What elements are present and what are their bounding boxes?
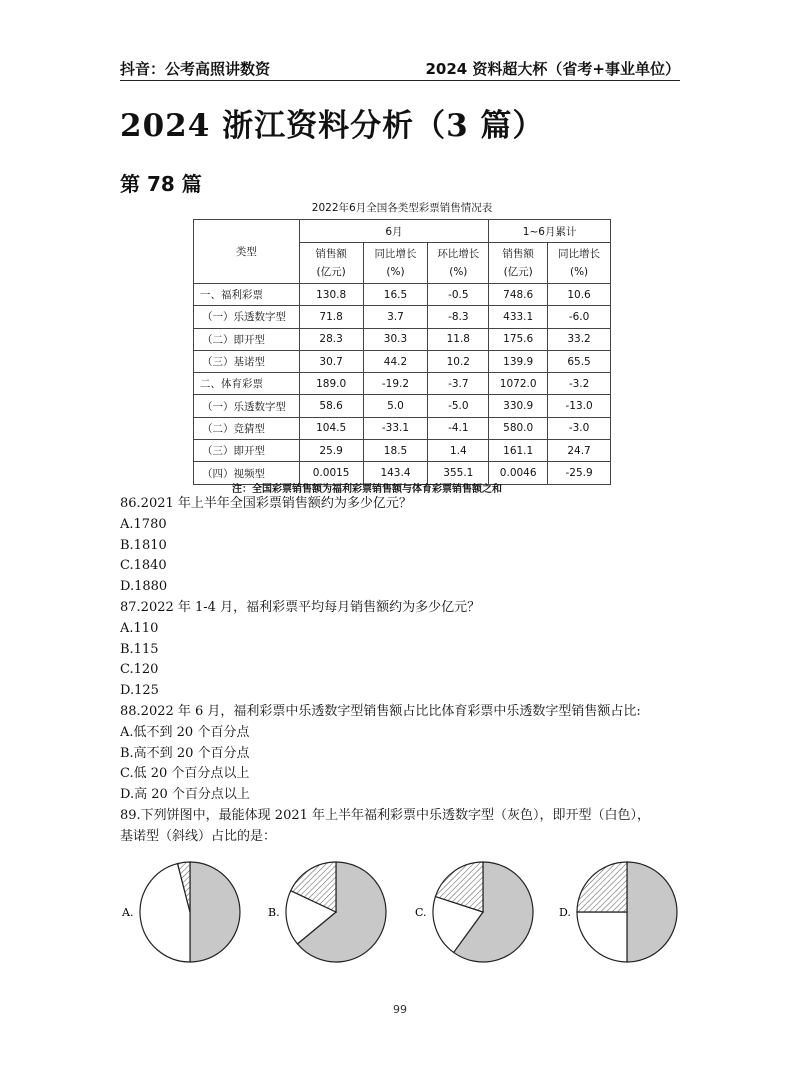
- header-sales: 销售额 (亿元): [299, 243, 363, 284]
- table-row: [194, 417, 611, 439]
- table-cell: 433.1: [489, 306, 548, 328]
- table-cell: 161.1: [489, 440, 548, 462]
- question-line: C.1840: [120, 558, 167, 574]
- section-subtitle: 第 78 篇: [120, 172, 202, 196]
- table-row: [194, 284, 611, 306]
- table-cell: 10.6: [548, 284, 611, 306]
- table-cell: 1072.0: [489, 373, 548, 395]
- pie-slice-hatched: [577, 862, 627, 912]
- pie-option-d: [559, 862, 677, 962]
- header-type: 类型: [194, 220, 300, 284]
- question-line: D.高 20 个百分点以上: [120, 787, 250, 803]
- pie-option-label: D.: [559, 906, 571, 919]
- lottery-sales-table: [193, 219, 611, 485]
- table-cell: 104.5: [299, 417, 363, 439]
- row-category: 一、福利彩票: [194, 284, 300, 306]
- table-cell: 33.2: [548, 328, 611, 350]
- question-line: 基诺型（斜线）占比的是：: [120, 828, 277, 844]
- question-text: 87.2022 年 1-4 月，福利彩票平均每月销售额约为多少亿元？: [120, 599, 481, 615]
- table-cell: 3.7: [363, 306, 428, 328]
- header-cum-yoy: 同比增长 (%): [548, 243, 611, 284]
- header-right-text: 2024 资料超大杯（省考+事业单位）: [425, 60, 680, 78]
- table-row: [194, 350, 611, 372]
- table-cell: -3.2: [548, 373, 611, 395]
- table-cell: -25.9: [548, 462, 611, 484]
- pie-chart-options: [0, 856, 800, 972]
- question-text: 89.下列饼图中，最能体现 2021 年上半年福利彩票中乐透数字型（灰色），即开型（白色），: [120, 807, 651, 823]
- table-cell: 143.4: [363, 462, 428, 484]
- page-title: 2024 浙江资料分析（3 篇）: [120, 108, 545, 144]
- pie-option-c: [415, 862, 533, 962]
- pie-slice-white: [577, 912, 627, 962]
- table-cell: 0.0015: [299, 462, 363, 484]
- table-cell: -8.3: [428, 306, 489, 328]
- pie-option-a: [121, 862, 240, 962]
- pie-slice-gray: [190, 862, 240, 962]
- pie-option-b: [268, 862, 386, 962]
- table-cell: 16.5: [363, 284, 428, 306]
- header-left-text: 抖音：公考高照讲数资: [120, 60, 271, 78]
- table-cell: 139.9: [489, 350, 548, 372]
- table-cell: 44.2: [363, 350, 428, 372]
- header-cum-sales: 销售额 (亿元): [489, 243, 548, 284]
- table-cell: 11.8: [428, 328, 489, 350]
- table-cell: 71.8: [299, 306, 363, 328]
- question-list: [120, 494, 695, 848]
- question-line: B.高不到 20 个百分点: [120, 745, 250, 761]
- question-line: C.120: [120, 662, 159, 678]
- table-cell: -5.0: [428, 395, 489, 417]
- table-cell: 25.9: [299, 440, 363, 462]
- table-cell: 18.5: [363, 440, 428, 462]
- header-mom: 环比增长 (%): [428, 243, 489, 284]
- header-cumulative: 1~6月累计: [489, 220, 611, 243]
- table-cell: -19.2: [363, 373, 428, 395]
- pie-option-label: B.: [268, 906, 280, 919]
- header-yoy: 同比增长 (%): [363, 243, 428, 284]
- question-line: A.110: [120, 620, 159, 636]
- table-cell: 10.2: [428, 350, 489, 372]
- row-category: （二）竞猜型: [194, 417, 300, 439]
- table-note: 注：全国彩票销售额为福利彩票销售额与体育彩票销售额之和: [232, 484, 502, 495]
- row-category: （四）视频型: [194, 462, 300, 484]
- row-category: （二）即开型: [194, 328, 300, 350]
- row-category: （三）基诺型: [194, 350, 300, 372]
- question-line: A.低不到 20 个百分点: [120, 724, 250, 740]
- table-cell: 130.8: [299, 284, 363, 306]
- table-row: [194, 395, 611, 417]
- table-cell: -4.1: [428, 417, 489, 439]
- table-cell: 65.5: [548, 350, 611, 372]
- table-cell: 58.6: [299, 395, 363, 417]
- question-line: B.1810: [120, 537, 167, 553]
- row-category: （一）乐透数字型: [194, 395, 300, 417]
- row-category: （三）即开型: [194, 440, 300, 462]
- question-line: D.1880: [120, 579, 168, 595]
- table-cell: 748.6: [489, 284, 548, 306]
- header-june: 6月: [299, 220, 489, 243]
- table-row: [194, 440, 611, 462]
- table-cell: 189.0: [299, 373, 363, 395]
- pie-option-label: C.: [415, 906, 427, 919]
- table-cell: 30.7: [299, 350, 363, 372]
- table-cell: 30.3: [363, 328, 428, 350]
- pie-option-label: A.: [122, 906, 134, 919]
- row-category: 二、体育彩票: [194, 373, 300, 395]
- table-row: [194, 373, 611, 395]
- table-cell: 5.0: [363, 395, 428, 417]
- table-cell: -13.0: [548, 395, 611, 417]
- table-cell: 330.9: [489, 395, 548, 417]
- table-cell: 24.7: [548, 440, 611, 462]
- table-cell: 28.3: [299, 328, 363, 350]
- page-number: 99: [393, 1003, 407, 1016]
- row-category: （一）乐透数字型: [194, 306, 300, 328]
- table-cell: -0.5: [428, 284, 489, 306]
- question-line: A.1780: [120, 516, 167, 532]
- pie-slice-gray: [627, 862, 677, 962]
- table-cell: -6.0: [548, 306, 611, 328]
- table-cell: -3.0: [548, 417, 611, 439]
- question-line: C.低 20 个百分点以上: [120, 766, 250, 782]
- table-cell: 580.0: [489, 417, 548, 439]
- table-row: [194, 306, 611, 328]
- table-title: 2022年6月全国各类型彩票销售情况表: [311, 202, 493, 214]
- question-line: D.125: [120, 683, 159, 699]
- table-cell: 175.6: [489, 328, 548, 350]
- table-cell: 355.1: [428, 462, 489, 484]
- table-cell: 1.4: [428, 440, 489, 462]
- table-cell: -3.7: [428, 373, 489, 395]
- question-text: 86.2021 年上半年全国彩票销售额约为多少亿元？: [120, 496, 412, 511]
- table-row: [194, 328, 611, 350]
- question-line: B.115: [120, 641, 159, 657]
- page-header: [120, 56, 680, 81]
- table-cell: 0.0046: [489, 462, 548, 484]
- table-cell: -33.1: [363, 417, 428, 439]
- question-text: 88.2022 年 6 月，福利彩票中乐透数字型销售额占比比体育彩票中乐透数字型销售额占比:: [120, 703, 641, 719]
